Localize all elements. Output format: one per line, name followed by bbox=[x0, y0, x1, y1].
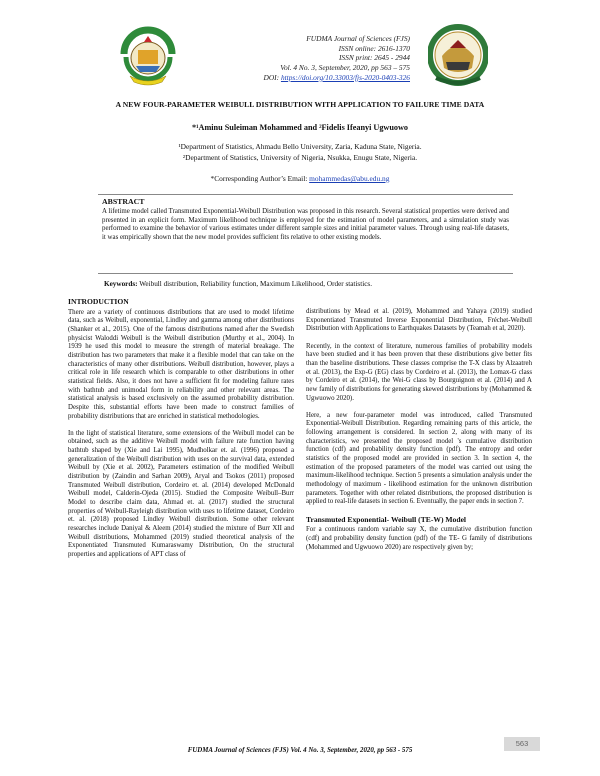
abstract-heading: ABSTRACT bbox=[102, 197, 145, 206]
introduction-heading: INTRODUCTION bbox=[68, 297, 129, 306]
body-column-left bbox=[68, 298, 294, 568]
corresponding-author bbox=[0, 174, 600, 183]
journal-header bbox=[210, 34, 410, 83]
section-subheading: Transmuted Exponential- Weibull (TE-W) Model bbox=[306, 514, 467, 524]
volume-info: Vol. 4 No. 3, September, 2020, pp 563 – 575 bbox=[280, 63, 410, 73]
body-paragraph: For a continuous random variable say X, the cumulative distribution function (cdf) and probability density function (pdf) of the TE- G family of distributions (Mohammed and Ugwuowo 2020) are respectively given by; bbox=[306, 526, 532, 551]
issn-online: ISSN online: 2616-1370 bbox=[338, 43, 410, 53]
issn-print: ISSN print: 2645 - 2944 bbox=[338, 53, 410, 63]
body-paragraph: In the light of statistical literature, some extensions of the Weibull model can be obtained, such as the additive Weibull model with failure rate function having bathtub shaped by (Xie and Lai 1995), Mudholkar et. al. (1996) proposed a generalization of the Weibull distribution with uses on the survival data, extended Weibull by (Xie et al. 2002), Parameters estimation of the modified Weibull distribution by (Zaindin and Sarhan 2009), Aryal and Tsokos (2011) proposed Transmuted Weibull distribution, Cordeiro et. al. (2014) developed McDonald Weibull model, Calderín-Ojeda (2015). Studied the Composite Weibull–Burr Model to describe claim data, Ahmad et. al. (2017) studied the structural properties of Weibull-Rayleigh distribution with uses to lifetime dataset, Cordeiro et. al. (2018) proposed Lindley Weibull distribution. Some other relevant researches include Daniyal & Aleem (2014) studied the mixture of Burr XII and Weibull distributions, Mohammed (2019) studied theoretical analysis of the Exponentiated Transmuted Kumaraswamy Distribution, On the structural properties and applications of APT class of bbox=[68, 429, 294, 558]
affiliation-2: ²Department of Statistics, University of Nigeria, Nsukka, Enugu State, Nigeria. bbox=[182, 153, 418, 162]
doi-line bbox=[210, 73, 410, 83]
body-paragraph: Recently, in the context of literature, numerous families of probability models have been studied and it has been proven that these distributions give better fits than the baseline distributions. These classes comprise the T-X class by Alzaatreh et al. (2013), the Exp-G (EG) class by Cordeiro et al. (2013), the Lomax-G class by Cordeiro et al. (2014), the Wei-G class by Bourguignon et al. (2014) and A new family of distributions for generating skewed distributions by (Mohammed & Ugwuowo 2020). bbox=[306, 342, 532, 402]
abstract-text: A lifetime model called Transmuted Exponential-Weibull Distribution was proposed in this research. Several statistical properties were derived and presented in an explicit form. Maximum likelihood technique is employed for the estimation of model parameters, and a simulation study was performed to examine the behavior of various estimates under different sample sizes and initial parameter values. Through using real-life datasets, it was empirically shown that the new model provides sufficient fits relative to other existing models. bbox=[102, 208, 509, 242]
page-footer: FUDMA Journal of Sciences (FJS) Vol. 4 No. 3, September, 2020, pp 563 - 575 bbox=[187, 747, 413, 754]
keywords-label: Keywords: bbox=[104, 280, 138, 288]
university-crest-logo bbox=[428, 22, 488, 88]
fudma-journal-logo bbox=[116, 24, 180, 88]
keywords bbox=[104, 280, 524, 288]
doi-label: DOI: bbox=[263, 72, 281, 82]
abstract-box bbox=[98, 194, 513, 274]
corresponding-label: *Corresponding Author’s Email: bbox=[210, 174, 310, 183]
journal-name: FUDMA Journal of Sciences (FJS) bbox=[306, 34, 410, 43]
authors: *¹Aminu Suleiman Mohammed and ²Fidelis Ifeanyi Ugwuowo bbox=[192, 123, 408, 132]
body-paragraph: There are a variety of continuous distributions that are used to model lifetime data, such as Weibull, exponential, Lindley and gamma among other distributions (Shanker et al., 2015). One of the famous distributions named after the Swedish physicist Waloddi Weibull is the Weibull distribution (Murthy et al., 2004). In 1939 he used this model to measure the strength of material breakage. The distribution has two parameters that make it a flexible model that can take on the characteristics of many other distributions. Weibull distribution, however, plays a critical role in life research which is comparable to other distributions in other statistical fields. Also, it does not have a sufficient fit for modeling failure rates with bathtub and unimodal form in reliability and other relevant areas. The statistical analysis is based exclusively on the assumed probability distribution. Despite this, substantial efforts have been made to construct families of probability distributions that are enriched in statistical methodologies. bbox=[68, 308, 294, 420]
affiliation-1: ¹Department of Statistics, Ahmadu Bello University, Zaria, Kaduna State, Nigeria. bbox=[178, 142, 422, 151]
body-column-right bbox=[306, 308, 532, 552]
paper-title: A NEW FOUR-PARAMETER WEIBULL DISTRIBUTION WITH APPLICATION TO FAILURE TIME DATA bbox=[115, 100, 485, 109]
body-paragraph: Here, a new four-parameter model was introduced, called Transmuted Exponential-Weibull Distribution. Regarding remaining parts of this article, the following arrangement is considered. In section 2, along with many of its characteristics, we presented the proposed model 's cumulative distribution function (cdf) and probability density function (pdf). The entropy and order statistics of the proposed model are provided in section 3. In section 4, the estimation of the proposed parameters of the model was carried out using the maximum-likelihood technique. Section 5 presents a simulation analysis under the methodology of maximum - likelihood estimation for the unknown distribution parameters. Together with other related distributions, the proposed distribution is applied to real-life datasets in section 6. Eventually, the paper ends in section 7. bbox=[306, 411, 532, 506]
keywords-text: Weibull distribution, Reliability function, Maximum Likelihood, Order statistics. bbox=[137, 280, 372, 288]
body-paragraph: distributions by Mead et al. (2019), Mohammed and Yahaya (2019) studied Exponentiated Transmuted Inverse Exponential Distribution, Fréchet-Weibull Distribution with Applications to Earthquakes Datasets by (Teamah et al, 2020). bbox=[306, 308, 532, 333]
page-number: 563 bbox=[504, 737, 540, 751]
doi-link[interactable]: https://doi.org/10.33003/fjs-2020-0403-326 bbox=[280, 72, 410, 82]
corresponding-email-link[interactable]: mohammedas@abu.edu.ng bbox=[309, 174, 390, 183]
